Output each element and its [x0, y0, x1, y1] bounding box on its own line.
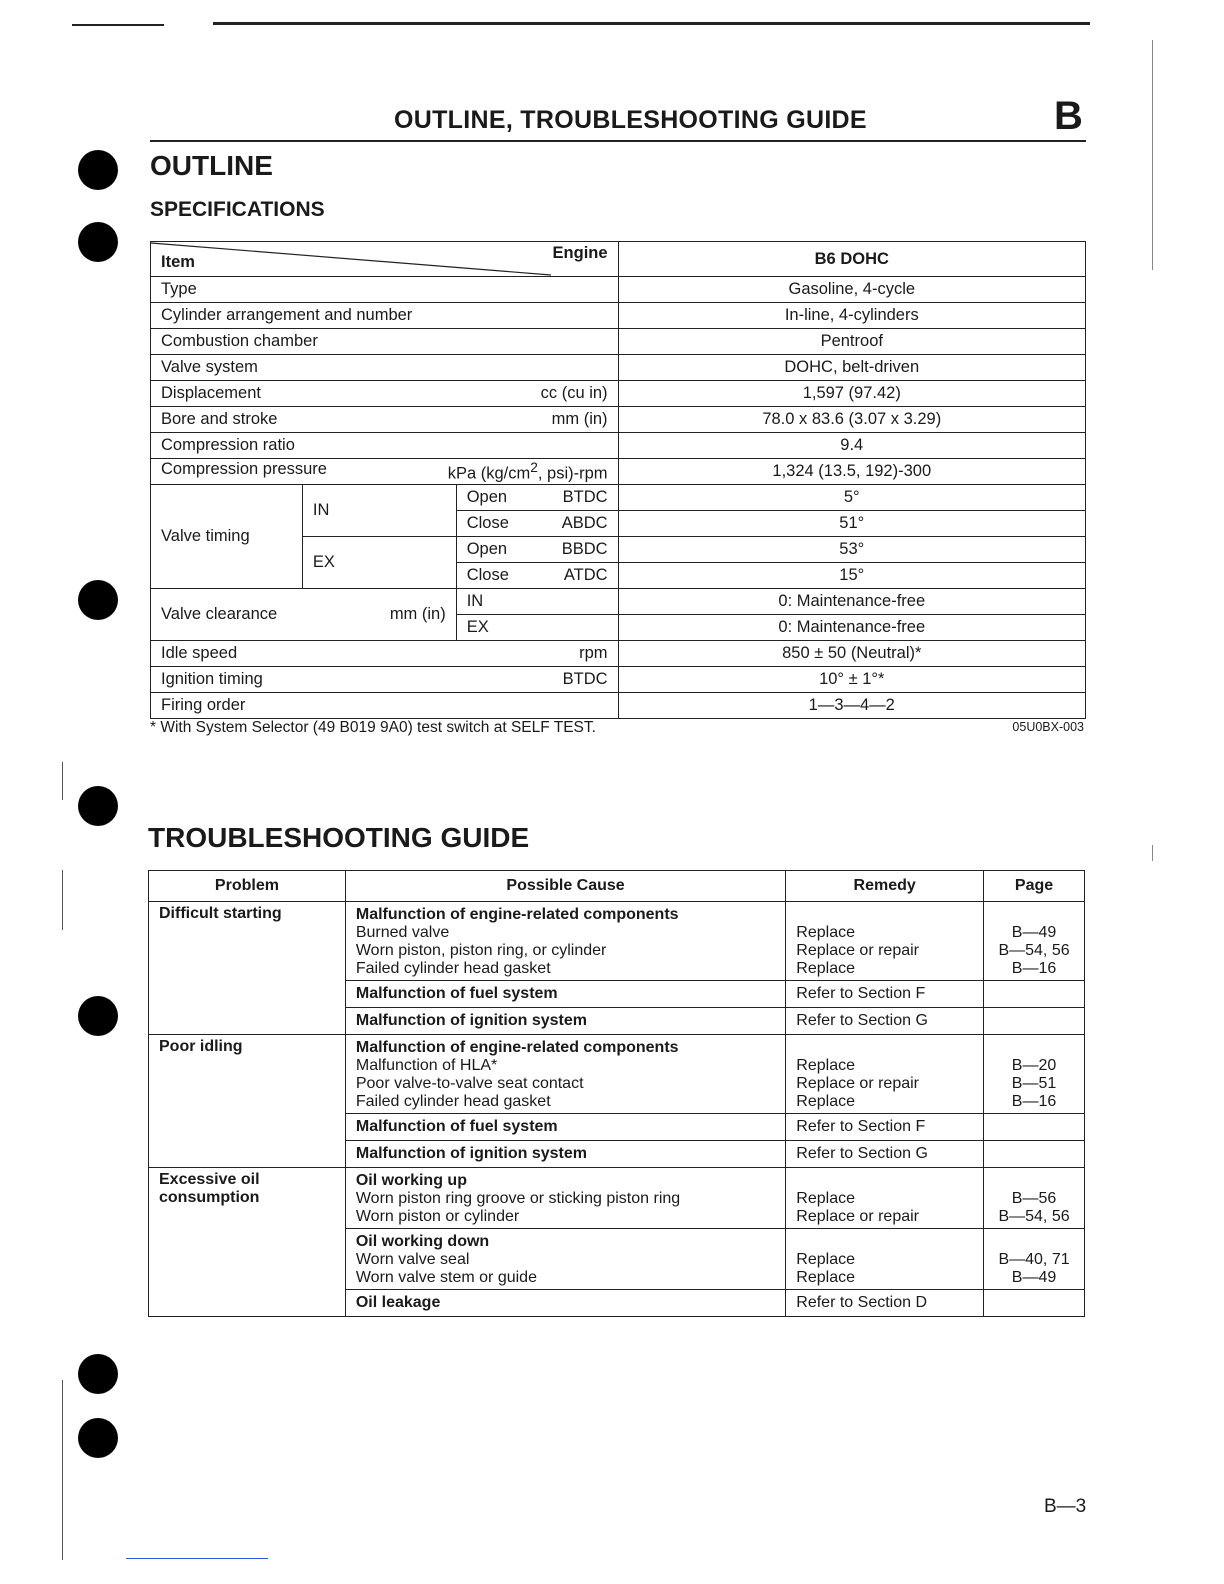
remedy-item: Replace	[796, 1190, 855, 1207]
page-cell	[984, 1168, 1085, 1229]
cause-item: Worn piston ring groove or sticking piston ring	[355, 1190, 681, 1207]
page-title: OUTLINE, TROUBLESHOOTING GUIDE	[394, 106, 867, 134]
page-number: B—3	[1044, 1496, 1087, 1517]
section-letter: B	[1054, 94, 1084, 138]
spec-value: 9.4	[618, 433, 1085, 459]
spec-value: Pentroof	[618, 329, 1085, 355]
spec-row	[151, 355, 1086, 381]
remedy-item: Replace	[796, 924, 855, 941]
cause-item: Worn piston, piston ring, or cylinder	[355, 942, 607, 959]
col-remedy: Remedy	[786, 871, 984, 902]
spec-row	[151, 641, 1086, 667]
spec-label: Firing order	[151, 693, 619, 719]
timing-event: Open	[466, 488, 508, 506]
cause-title: Oil working down	[355, 1233, 490, 1250]
cause-title: Malfunction of engine-related components	[355, 1039, 679, 1056]
spec-unit: BTDC	[562, 670, 608, 688]
page-cell	[984, 1141, 1085, 1168]
problem-cell	[149, 1168, 346, 1317]
timing-ref: ATDC	[563, 566, 608, 584]
figure-code: 05U0BX-003	[1012, 720, 1084, 734]
cause-item: Burned valve	[355, 924, 450, 941]
page-ref: B—40, 71	[998, 1251, 1070, 1268]
cause-title: Malfunction of fuel system	[345, 981, 785, 1008]
item-engine-header	[151, 242, 619, 277]
punch-hole	[78, 222, 118, 262]
page-ref: B—54, 56	[998, 942, 1070, 959]
timing-event-cell	[456, 511, 618, 537]
remedy-item: Refer to Section G	[786, 1008, 984, 1035]
spec-row	[151, 667, 1086, 693]
timing-ref: ABDC	[561, 514, 608, 532]
clearance-in-label: IN	[456, 589, 618, 615]
remedy-item: Replace	[796, 1057, 855, 1074]
valve-in-label: IN	[302, 485, 456, 537]
spec-value: 5°	[618, 485, 1085, 511]
spec-value: DOHC, belt-driven	[618, 355, 1085, 381]
page-cell	[984, 1229, 1085, 1290]
page-ref: B—20	[1011, 1057, 1057, 1074]
engine-model: B6 DOHC	[618, 242, 1085, 277]
page-cell	[984, 1035, 1085, 1114]
timing-event-cell	[456, 537, 618, 563]
margin-line	[1152, 845, 1153, 861]
cause-item: Worn valve seal	[355, 1251, 470, 1268]
spec-row	[151, 381, 1086, 407]
spec-label: Idle speed	[161, 644, 238, 662]
spec-label-cell	[151, 589, 457, 641]
page-cell	[984, 1114, 1085, 1141]
col-page: Page	[984, 871, 1085, 902]
cause-cell	[345, 1168, 785, 1229]
spec-value: 850 ± 50 (Neutral)*	[618, 641, 1085, 667]
troubleshooting-table	[148, 870, 1085, 1317]
cause-title: Malfunction of engine-related components	[355, 906, 679, 923]
margin-line	[62, 762, 63, 800]
spec-value: 1,597 (97.42)	[618, 381, 1085, 407]
problem-line: consumption	[159, 1189, 260, 1206]
spec-row	[151, 303, 1086, 329]
clearance-ex-label: EX	[456, 615, 618, 641]
page-ref: B—51	[1011, 1075, 1057, 1092]
spec-value: 15°	[618, 563, 1085, 589]
top-rule-left	[72, 24, 164, 26]
punch-hole	[78, 150, 118, 190]
page-cell	[984, 1290, 1085, 1317]
spec-label: Compression pressure	[161, 459, 327, 478]
remedy-cell	[786, 1168, 984, 1229]
spec-unit	[448, 460, 608, 484]
spec-row	[151, 485, 1086, 511]
remedy-item: Replace or repair	[796, 942, 920, 959]
spec-row	[151, 407, 1086, 433]
margin-line	[62, 870, 63, 930]
spec-value: 1—3—4—2	[618, 693, 1085, 719]
spec-label: Ignition timing	[161, 670, 263, 688]
cause-title: Oil leakage	[345, 1290, 785, 1317]
timing-event-cell	[456, 563, 618, 589]
col-problem: Problem	[149, 871, 346, 902]
header-rule	[150, 140, 1086, 142]
spec-label-cell	[151, 407, 619, 433]
remedy-item: Replace	[796, 1269, 855, 1286]
troubleshooting-heading: TROUBLESHOOTING GUIDE	[148, 822, 530, 853]
cause-cell	[345, 1229, 785, 1290]
spec-value: 78.0 x 83.6 (3.07 x 3.29)	[618, 407, 1085, 433]
margin-line	[62, 1380, 63, 1560]
remedy-cell	[786, 1229, 984, 1290]
col-cause: Possible Cause	[345, 871, 785, 902]
remedy-item: Replace	[796, 1093, 855, 1110]
page-ref: B—49	[1011, 1269, 1057, 1286]
punch-hole	[78, 1354, 118, 1394]
remedy-cell	[786, 1035, 984, 1114]
problem-cell: Difficult starting	[149, 902, 346, 1035]
spec-unit: mm (in)	[551, 410, 608, 428]
page-cell	[984, 981, 1085, 1008]
timing-event: Close	[466, 514, 509, 532]
spec-unit: cc (cu in)	[540, 384, 608, 402]
page-ref: B—54, 56	[998, 1208, 1070, 1225]
spec-label: Valve system	[151, 355, 619, 381]
spec-label: Cylinder arrangement and number	[151, 303, 619, 329]
punch-hole	[78, 580, 118, 620]
cause-title: Malfunction of ignition system	[345, 1008, 785, 1035]
spec-value: 10° ± 1°*	[618, 667, 1085, 693]
spec-label-cell	[151, 667, 619, 693]
unit-suffix: , psi)-rpm	[537, 464, 608, 483]
cause-item: Worn valve stem or guide	[355, 1269, 537, 1286]
punch-hole	[78, 786, 118, 826]
cause-title: Oil working up	[355, 1172, 467, 1189]
table-row	[149, 1168, 1085, 1229]
cause-cell	[345, 1035, 785, 1114]
spec-value: Gasoline, 4-cycle	[618, 277, 1085, 303]
timing-event-cell	[456, 485, 618, 511]
margin-line	[1152, 40, 1153, 270]
ts-header-row	[149, 871, 1085, 902]
item-label: Item	[161, 253, 195, 271]
header-diagonal	[151, 242, 619, 276]
spec-row	[151, 693, 1086, 719]
cause-item: Failed cylinder head gasket	[355, 960, 551, 977]
spec-unit: rpm	[579, 644, 608, 662]
cause-item: Poor valve-to-valve seat contact	[355, 1075, 584, 1092]
cause-item: Malfunction of HLA*	[355, 1057, 498, 1074]
remedy-item: Refer to Section G	[786, 1141, 984, 1168]
spec-label: Compression ratio	[151, 433, 619, 459]
spec-row	[151, 277, 1086, 303]
timing-ref: BBDC	[561, 540, 608, 558]
page-ref: B—56	[1011, 1190, 1057, 1207]
outline-heading: OUTLINE	[150, 150, 273, 181]
spec-value: 1,324 (13.5, 192)-300	[618, 459, 1085, 485]
spec-row	[151, 589, 1086, 615]
spec-label-cell	[151, 459, 619, 485]
cause-item: Worn piston or cylinder	[355, 1208, 520, 1225]
page-cell	[984, 902, 1085, 981]
spec-value: In-line, 4-cylinders	[618, 303, 1085, 329]
specifications-heading: SPECIFICATIONS	[150, 198, 325, 221]
spec-label: Valve timing	[151, 485, 303, 589]
cause-title: Malfunction of ignition system	[345, 1141, 785, 1168]
top-rule-right	[213, 22, 1090, 25]
remedy-item: Replace or repair	[796, 1075, 920, 1092]
spec-label-cell	[151, 381, 619, 407]
spec-label: Bore and stroke	[161, 410, 278, 428]
remedy-cell	[786, 902, 984, 981]
remedy-item: Replace	[796, 1251, 855, 1268]
spec-row	[151, 459, 1086, 485]
punch-hole	[78, 996, 118, 1036]
spec-footnote: * With System Selector (49 B019 9A0) test switch at SELF TEST.	[150, 719, 596, 736]
remedy-item: Refer to Section F	[786, 1114, 984, 1141]
spec-unit: mm (in)	[389, 605, 446, 623]
timing-event: Open	[466, 540, 508, 558]
table-row	[149, 1035, 1085, 1114]
spec-label: Displacement	[161, 384, 261, 402]
spec-value: 53°	[618, 537, 1085, 563]
spec-header-row	[151, 242, 1086, 277]
specifications-table	[150, 241, 1086, 719]
spec-value: 0: Maintenance-free	[618, 615, 1085, 641]
page-cell	[984, 1008, 1085, 1035]
spec-row	[151, 329, 1086, 355]
remedy-item: Replace or repair	[796, 1208, 920, 1225]
page-ref: B—16	[1011, 1093, 1057, 1110]
punch-hole	[78, 1418, 118, 1458]
cause-cell	[345, 902, 785, 981]
unit-superscript: 2	[530, 459, 538, 475]
page-ref: B—49	[1011, 924, 1057, 941]
remedy-item: Refer to Section D	[786, 1290, 984, 1317]
unit-prefix: kPa (kg/cm	[447, 464, 531, 483]
remedy-item: Replace	[796, 960, 855, 977]
problem-line: Excessive oil	[159, 1171, 260, 1188]
scan-underline	[126, 1558, 268, 1559]
spec-label: Type	[151, 277, 619, 303]
spec-label-cell	[151, 641, 619, 667]
valve-ex-label: EX	[302, 537, 456, 589]
spec-value: 51°	[618, 511, 1085, 537]
spec-label: Combustion chamber	[151, 329, 619, 355]
timing-ref: BTDC	[562, 488, 608, 506]
cause-item: Failed cylinder head gasket	[355, 1093, 551, 1110]
cause-title: Malfunction of fuel system	[345, 1114, 785, 1141]
problem-cell: Poor idling	[149, 1035, 346, 1168]
table-row	[149, 902, 1085, 981]
page-ref: B—16	[1011, 960, 1057, 977]
remedy-item: Refer to Section F	[786, 981, 984, 1008]
spec-label: Valve clearance	[161, 605, 278, 623]
spec-row	[151, 433, 1086, 459]
spec-value: 0: Maintenance-free	[618, 589, 1085, 615]
timing-event: Close	[466, 566, 509, 584]
engine-label: Engine	[552, 244, 608, 262]
